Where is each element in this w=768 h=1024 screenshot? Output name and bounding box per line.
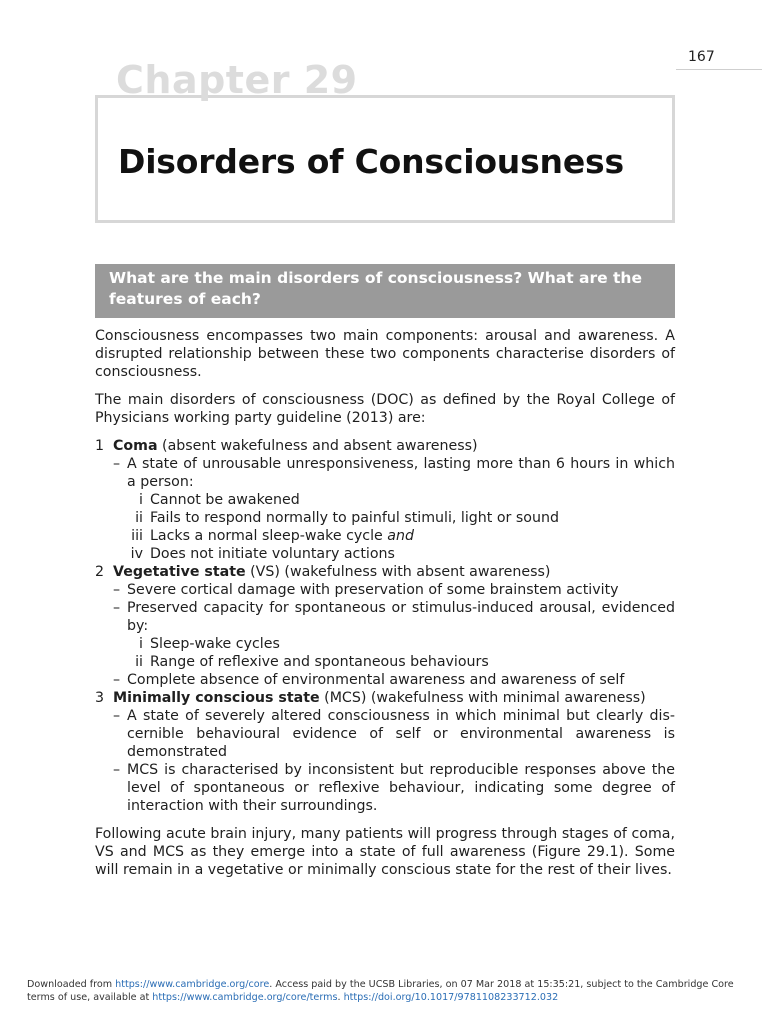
roman-subitem xyxy=(95,653,675,671)
list-item-name: Minimally conscious state xyxy=(113,690,320,706)
list-item-name: Vegetative state xyxy=(113,564,246,580)
dash-marker: – xyxy=(113,708,121,724)
footer-link-core[interactable]: https://www.cambridge.org/core xyxy=(115,979,270,990)
list-item-number: 3 xyxy=(95,690,105,706)
chapter-title: Disorders of Consciousness xyxy=(118,142,624,181)
intro-paragraph: Consciousness encompasses two main components: arousal and awareness. A disrupted relationship between these two components characterise disorders of consciousness. xyxy=(95,328,675,380)
list-item xyxy=(95,563,675,581)
list-subitem-text: Preserved capacity for spontaneous or stimulus-induced arousal, evidenced by: xyxy=(127,600,675,634)
dash-marker: – xyxy=(113,672,121,688)
list-item-name: Coma xyxy=(113,438,158,454)
roman-subitem-text: Fails to respond normally to painful stimuli, light or sound xyxy=(150,510,559,526)
page-number: 167 xyxy=(688,49,715,65)
roman-subitem-text: Cannot be awakened xyxy=(150,492,300,508)
roman-subitem xyxy=(95,527,675,545)
roman-numeral: iv xyxy=(130,546,143,562)
roman-numeral: i xyxy=(139,492,143,508)
dash-marker: – xyxy=(113,600,121,616)
closing-paragraph: Following acute brain injury, many patients will progress through stages of coma, VS and MCS as they emerge into a state of full awareness (Figure 29.1). Some will remain in a vegetative or minimally conscious state for the rest of their lives. xyxy=(95,826,675,878)
dash-marker: – xyxy=(113,456,121,472)
footer-note xyxy=(27,978,747,1004)
roman-numeral: ii xyxy=(135,654,143,670)
list-item-description: (VS) (wakefulness with absent awareness) xyxy=(250,564,551,580)
roman-subitem xyxy=(95,509,675,527)
list-subitem xyxy=(95,761,675,815)
list-subitem-text: A state of unrousable unresponsiveness, lasting more than 6 hours in which a person: xyxy=(127,456,675,490)
list-subitem-text: Complete absence of environmental awareness and awareness of self xyxy=(127,672,625,688)
roman-subitem-suffix: and xyxy=(387,528,414,544)
list-item xyxy=(95,689,675,707)
roman-subitem xyxy=(95,545,675,563)
list-subitem xyxy=(95,707,675,761)
list-item-number: 2 xyxy=(95,564,105,580)
chapter-title-box xyxy=(95,95,675,223)
list-subitem xyxy=(95,581,675,599)
list-subitem-text: MCS is characterised by inconsistent but reproducible responses above the level of spontaneous or reflexive behaviour, indicating some degree of interaction with their surroundings. xyxy=(127,762,675,814)
roman-numeral: i xyxy=(139,636,143,652)
roman-subitem-text: Range of reflexive and spontaneous behaviours xyxy=(150,654,489,670)
footer-separator: . xyxy=(337,992,344,1003)
footer-link-terms[interactable]: https://www.cambridge.org/core/terms xyxy=(152,992,338,1003)
roman-subitem-text: Does not initiate voluntary actions xyxy=(150,546,395,562)
footer-middle: . Access paid by the UCSB Libraries, on 07 Mar 2018 at 15:35:21, subject to the Cambridge Core terms of use, available at xyxy=(27,979,734,1003)
list-item xyxy=(95,437,675,455)
roman-numeral: ii xyxy=(135,510,143,526)
body-text xyxy=(95,327,675,889)
roman-numeral: iii xyxy=(131,528,143,544)
list-item-number: 1 xyxy=(95,438,105,454)
roman-subitem-text: Sleep-wake cycles xyxy=(150,636,280,652)
dash-marker: – xyxy=(113,762,121,778)
list-subitem-text: Severe cortical damage with preservation of some brainstem activity xyxy=(127,582,619,598)
list-subitem xyxy=(95,599,675,635)
footer-prefix: Downloaded from xyxy=(27,979,116,990)
list-item-description: (MCS) (wakefulness with minimal awareness) xyxy=(324,690,646,706)
footer-link-doi[interactable]: https://doi.org/10.1017/9781108233712.032 xyxy=(343,992,559,1003)
list-item-description: (absent wakefulness and absent awareness) xyxy=(162,438,478,454)
list-subitem-text: A state of severely altered consciousness in which minimal but clearly dis-cernible behavioural evidence of self or environmental awareness is demonstrated xyxy=(127,708,675,760)
list-subitem xyxy=(95,671,675,689)
section-banner xyxy=(95,264,675,318)
chapter-label: Chapter 29 xyxy=(116,58,358,102)
disorders-list xyxy=(95,437,675,815)
roman-subitem xyxy=(95,491,675,509)
dash-marker: – xyxy=(113,582,121,598)
list-subitem xyxy=(95,455,675,491)
section-heading: What are the main disorders of consciousness? What are the features of each? xyxy=(109,269,642,308)
roman-subitem xyxy=(95,635,675,653)
page-number-rule xyxy=(676,69,762,70)
definition-paragraph: The main disorders of consciousness (DOC) as defined by the Royal College of Physicians working party guideline (2013) are: xyxy=(95,392,675,426)
roman-subitem-text: Lacks a normal sleep-wake cycle xyxy=(150,528,388,544)
